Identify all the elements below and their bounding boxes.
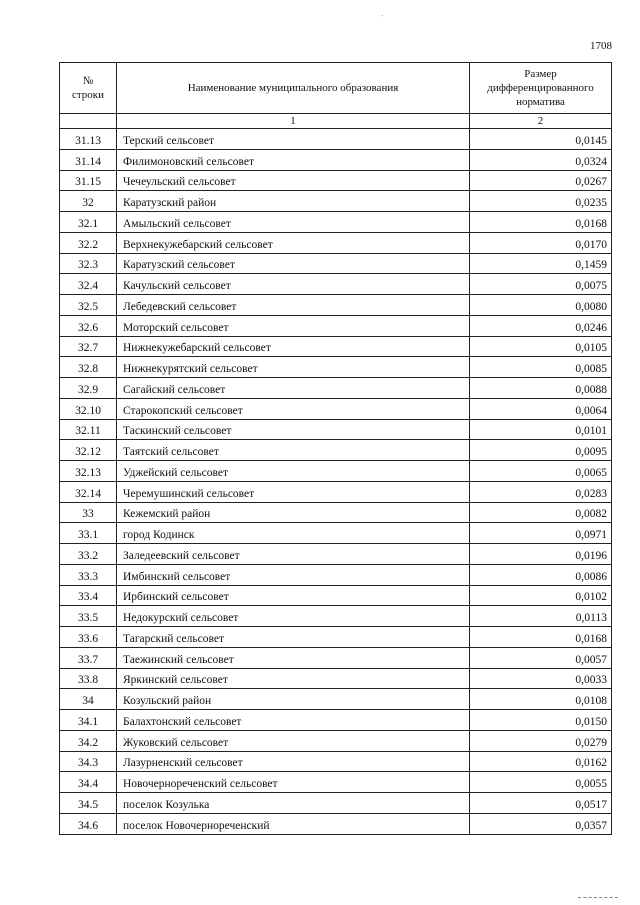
row-number: 32.10 xyxy=(60,398,117,419)
municipality-name: Ирбинский сельсовет xyxy=(117,585,470,606)
table-row xyxy=(60,191,612,212)
normative-value: 0,0246 xyxy=(470,315,612,336)
normative-value: 0,0145 xyxy=(470,129,612,150)
normative-value: 0,0033 xyxy=(470,668,612,689)
row-number: 34.3 xyxy=(60,751,117,772)
normative-value: 0,0170 xyxy=(470,232,612,253)
table-row xyxy=(60,585,612,606)
normative-value: 0,0517 xyxy=(470,793,612,814)
row-number: 31.14 xyxy=(60,149,117,170)
normative-value: 0,0267 xyxy=(470,170,612,191)
table-row xyxy=(60,564,612,585)
normative-value: 0,0324 xyxy=(470,149,612,170)
header-norm: Размер дифференцированного норматива xyxy=(470,63,612,114)
municipality-name: поселок Новочернореченский xyxy=(117,813,470,834)
table-row xyxy=(60,710,612,731)
table-row xyxy=(60,149,612,170)
column-number-0 xyxy=(60,114,117,129)
normative-value: 0,0971 xyxy=(470,523,612,544)
row-number: 34.6 xyxy=(60,813,117,834)
municipality-name: Козульский район xyxy=(117,689,470,710)
normative-value: 0,0196 xyxy=(470,544,612,565)
municipality-name: Новочернореченский сельсовет xyxy=(117,772,470,793)
municipality-name: Заледеевский сельсовет xyxy=(117,544,470,565)
table-row xyxy=(60,253,612,274)
municipality-name: Старокопский сельсовет xyxy=(117,398,470,419)
municipality-name: Нижнекужебарский сельсовет xyxy=(117,336,470,357)
municipality-name: Балахтонский сельсовет xyxy=(117,710,470,731)
table-row xyxy=(60,419,612,440)
normative-value: 0,0283 xyxy=(470,481,612,502)
municipality-name: Амыльский сельсовет xyxy=(117,212,470,233)
table-row xyxy=(60,751,612,772)
row-number: 33.8 xyxy=(60,668,117,689)
normative-value: 0,0113 xyxy=(470,606,612,627)
table-row xyxy=(60,274,612,295)
municipality-name: Моторский сельсовет xyxy=(117,315,470,336)
normative-value: 0,0095 xyxy=(470,440,612,461)
row-number: 32.4 xyxy=(60,274,117,295)
table-row xyxy=(60,336,612,357)
normative-value: 0,0102 xyxy=(470,585,612,606)
row-number: 32.6 xyxy=(60,315,117,336)
table-row xyxy=(60,170,612,191)
row-number: 34.2 xyxy=(60,730,117,751)
municipality-name: Лазурненский сельсовет xyxy=(117,751,470,772)
normative-value: 0,0080 xyxy=(470,295,612,316)
column-number-2: 2 xyxy=(470,114,612,129)
header-name: Наименование муниципального образования xyxy=(117,63,470,114)
municipality-name: Лебедевский сельсовет xyxy=(117,295,470,316)
table-row xyxy=(60,544,612,565)
municipality-name: Терский сельсовет xyxy=(117,129,470,150)
municipality-name: Качульский сельсовет xyxy=(117,274,470,295)
municipality-name: поселок Козулька xyxy=(117,793,470,814)
normative-value: 0,0082 xyxy=(470,502,612,523)
normative-value: 0,0065 xyxy=(470,461,612,482)
table-row xyxy=(60,730,612,751)
table-row xyxy=(60,689,612,710)
row-number: 33.6 xyxy=(60,627,117,648)
normative-value: 0,0279 xyxy=(470,730,612,751)
normative-value: 0,0168 xyxy=(470,212,612,233)
column-numbers-row xyxy=(60,114,612,129)
row-number: 33.5 xyxy=(60,606,117,627)
municipality-name: Сагайский сельсовет xyxy=(117,378,470,399)
row-number: 34.4 xyxy=(60,772,117,793)
municipality-name: Чечеульский сельсовет xyxy=(117,170,470,191)
municipality-name: Филимоновский сельсовет xyxy=(117,149,470,170)
row-number: 32.1 xyxy=(60,212,117,233)
municipality-name: Таскинский сельсовет xyxy=(117,419,470,440)
municipality-name: Каратузский сельсовет xyxy=(117,253,470,274)
normative-value: 0,0168 xyxy=(470,627,612,648)
municipality-name: Жуковский сельсовет xyxy=(117,730,470,751)
normative-value: 0,0064 xyxy=(470,398,612,419)
table-row xyxy=(60,481,612,502)
table-row xyxy=(60,398,612,419)
table-row xyxy=(60,461,612,482)
row-number: 32.14 xyxy=(60,481,117,502)
municipality-name: Таятский сельсовет xyxy=(117,440,470,461)
row-number: 33.4 xyxy=(60,585,117,606)
municipality-name: Нижнекурятский сельсовет xyxy=(117,357,470,378)
header-row-number-line2: строки xyxy=(71,89,105,101)
row-number: 34.5 xyxy=(60,793,117,814)
row-number: 32.9 xyxy=(60,378,117,399)
row-number: 31.15 xyxy=(60,170,117,191)
normative-value: 0,0088 xyxy=(470,378,612,399)
column-number-1: 1 xyxy=(117,114,470,129)
normative-value: 0,0150 xyxy=(470,710,612,731)
row-number: 32.2 xyxy=(60,232,117,253)
table-row xyxy=(60,212,612,233)
municipality-name: Черемушинский сельсовет xyxy=(117,481,470,502)
table-row xyxy=(60,668,612,689)
row-number: 32 xyxy=(60,191,117,212)
normative-value: 0,0057 xyxy=(470,647,612,668)
normative-value: 0,0086 xyxy=(470,564,612,585)
row-number: 32.3 xyxy=(60,253,117,274)
normative-value: 0,0162 xyxy=(470,751,612,772)
municipality-name: Таежинский сельсовет xyxy=(117,647,470,668)
row-number: 33 xyxy=(60,502,117,523)
table-row xyxy=(60,232,612,253)
table-row xyxy=(60,772,612,793)
normative-value: 0,0105 xyxy=(470,336,612,357)
normative-value: 0,0235 xyxy=(470,191,612,212)
table-row xyxy=(60,647,612,668)
municipality-name: Кежемский район xyxy=(117,502,470,523)
normative-value: 0,0101 xyxy=(470,419,612,440)
row-number: 32.11 xyxy=(60,419,117,440)
municipality-name: Каратузский район xyxy=(117,191,470,212)
table-row xyxy=(60,606,612,627)
normative-value: 0,0085 xyxy=(470,357,612,378)
municipality-name: Верхнекужебарский сельсовет xyxy=(117,232,470,253)
row-number: 31.13 xyxy=(60,129,117,150)
municipality-name: Тагарский сельсовет xyxy=(117,627,470,648)
scan-mark: ` xyxy=(381,14,384,23)
table-row xyxy=(60,502,612,523)
row-number: 34.1 xyxy=(60,710,117,731)
corner-scan-mark xyxy=(578,897,618,899)
table-row xyxy=(60,793,612,814)
row-number: 33.2 xyxy=(60,544,117,565)
table-row xyxy=(60,357,612,378)
header-row-number xyxy=(60,63,117,114)
row-number: 33.3 xyxy=(60,564,117,585)
table-row xyxy=(60,627,612,648)
municipality-name: Недокурский сельсовет xyxy=(117,606,470,627)
row-number: 32.12 xyxy=(60,440,117,461)
row-number: 32.13 xyxy=(60,461,117,482)
municipality-name: Имбинский сельсовет xyxy=(117,564,470,585)
table-row xyxy=(60,295,612,316)
row-number: 33.1 xyxy=(60,523,117,544)
normative-value: 0,0055 xyxy=(470,772,612,793)
municipality-name: Уджейский сельсовет xyxy=(117,461,470,482)
table-row xyxy=(60,129,612,150)
row-number: 32.8 xyxy=(60,357,117,378)
normative-table xyxy=(59,62,612,835)
table-row xyxy=(60,378,612,399)
normative-value: 0,1459 xyxy=(470,253,612,274)
table-header xyxy=(60,63,612,129)
normative-value: 0,0075 xyxy=(470,274,612,295)
municipality-name: Яркинский сельсовет xyxy=(117,668,470,689)
row-number: 32.5 xyxy=(60,295,117,316)
table-row xyxy=(60,523,612,544)
municipality-name: город Кодинск xyxy=(117,523,470,544)
normative-value: 0,0357 xyxy=(470,813,612,834)
page-number: 1708 xyxy=(590,40,612,52)
row-number: 33.7 xyxy=(60,647,117,668)
normative-value: 0,0108 xyxy=(470,689,612,710)
table-row xyxy=(60,440,612,461)
table-body xyxy=(60,129,612,835)
header-row-number-line1: № xyxy=(82,75,94,87)
table-row xyxy=(60,315,612,336)
row-number: 32.7 xyxy=(60,336,117,357)
row-number: 34 xyxy=(60,689,117,710)
table-row xyxy=(60,813,612,834)
header-row xyxy=(60,63,612,114)
